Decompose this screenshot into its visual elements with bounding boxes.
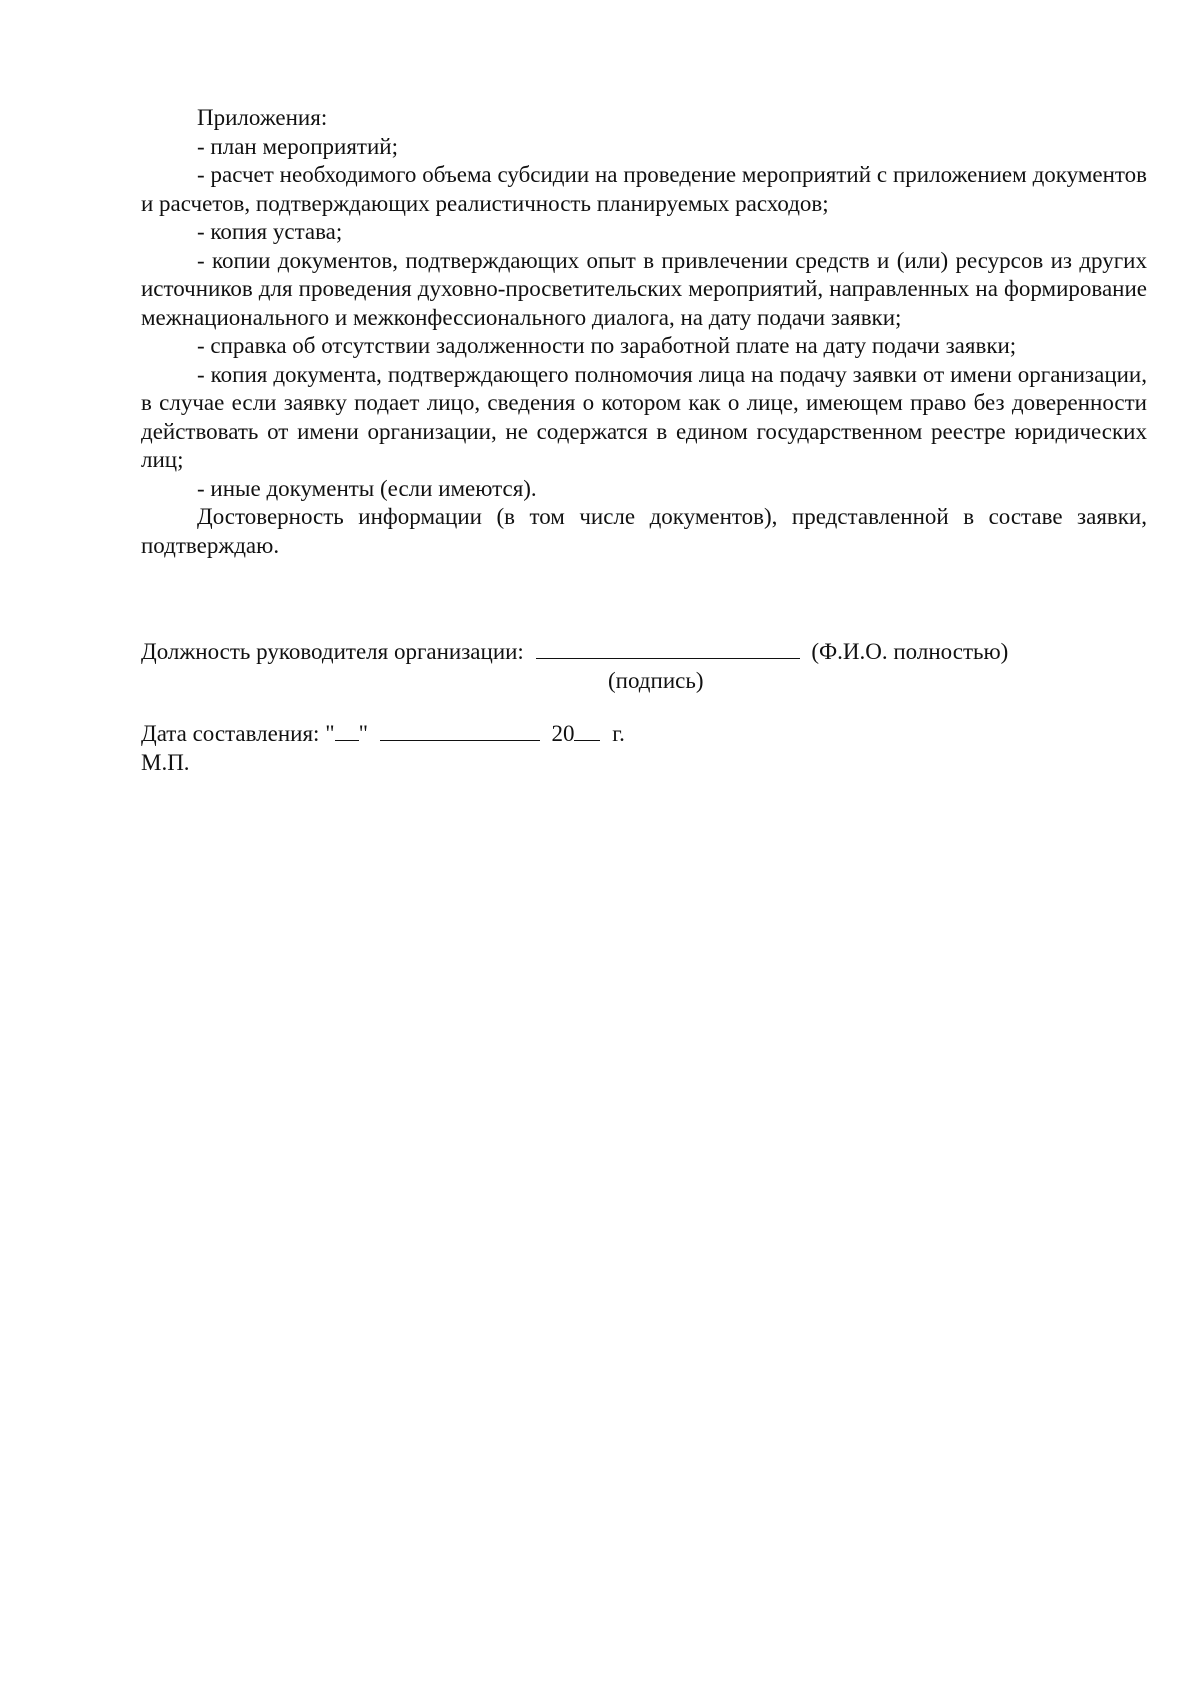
day-close-quote: "	[358, 721, 368, 746]
fio-label: (Ф.И.О. полностью)	[811, 639, 1009, 664]
year-blank-line	[574, 720, 600, 741]
signature-block	[141, 638, 1147, 693]
signature-caption: (подпись)	[608, 668, 704, 693]
attachment-item-charter: - копия устава;	[197, 219, 343, 244]
attachment-item-debt-certificate: - справка об отсутствии задолженности по заработной плате на дату подачи заявки;	[197, 333, 1017, 358]
attachment-item-authority-doc: - копия документа, подтверждающего полномочия лица на подачу заявки от имени организации, в случае если заявку подает лицо, сведения о котором как о лице, имеющем право без доверенности действовать от имени организации, не содержатся в едином государственном реестре юридических лиц;	[141, 361, 1147, 472]
date-label: Дата составления:	[141, 721, 320, 746]
attachment-item-subsidy-calc: - расчет необходимого объема субсидии на проведение мероприятий с приложением документов и расчетов, подтверждающих реалистичность планируемых расходов;	[141, 162, 1147, 216]
signature-blank-line	[536, 638, 800, 659]
document-body	[141, 104, 1147, 560]
signature-row	[141, 638, 1147, 666]
attachment-item-plan: - план мероприятий;	[197, 133, 398, 159]
confirmation-statement: Достоверность информации (в том числе документов), представленной в составе заявки, подтверждаю.	[141, 504, 1147, 558]
attachment-item-other-docs: - иные документы (если имеются).	[197, 475, 537, 501]
date-row	[141, 720, 625, 749]
month-blank-line	[380, 720, 540, 741]
attachments-heading: Приложения:	[197, 105, 328, 130]
attachment-item-experience-docs: - копии документов, подтверждающих опыт в привлечении средств и (или) ресурсов из других источников для проведения духовно-просветительских мероприятий, направленных на формирование межнационального и межконфессионального диалога, на дату подачи заявки;	[141, 247, 1147, 330]
stamp-label: М.П.	[141, 749, 190, 775]
year-suffix: г.	[612, 721, 625, 746]
date-block	[141, 720, 625, 777]
day-open-quote: "	[325, 721, 335, 746]
year-prefix: 20	[551, 721, 575, 746]
day-blank-line	[335, 720, 359, 741]
position-label: Должность руководителя организации:	[141, 639, 524, 664]
